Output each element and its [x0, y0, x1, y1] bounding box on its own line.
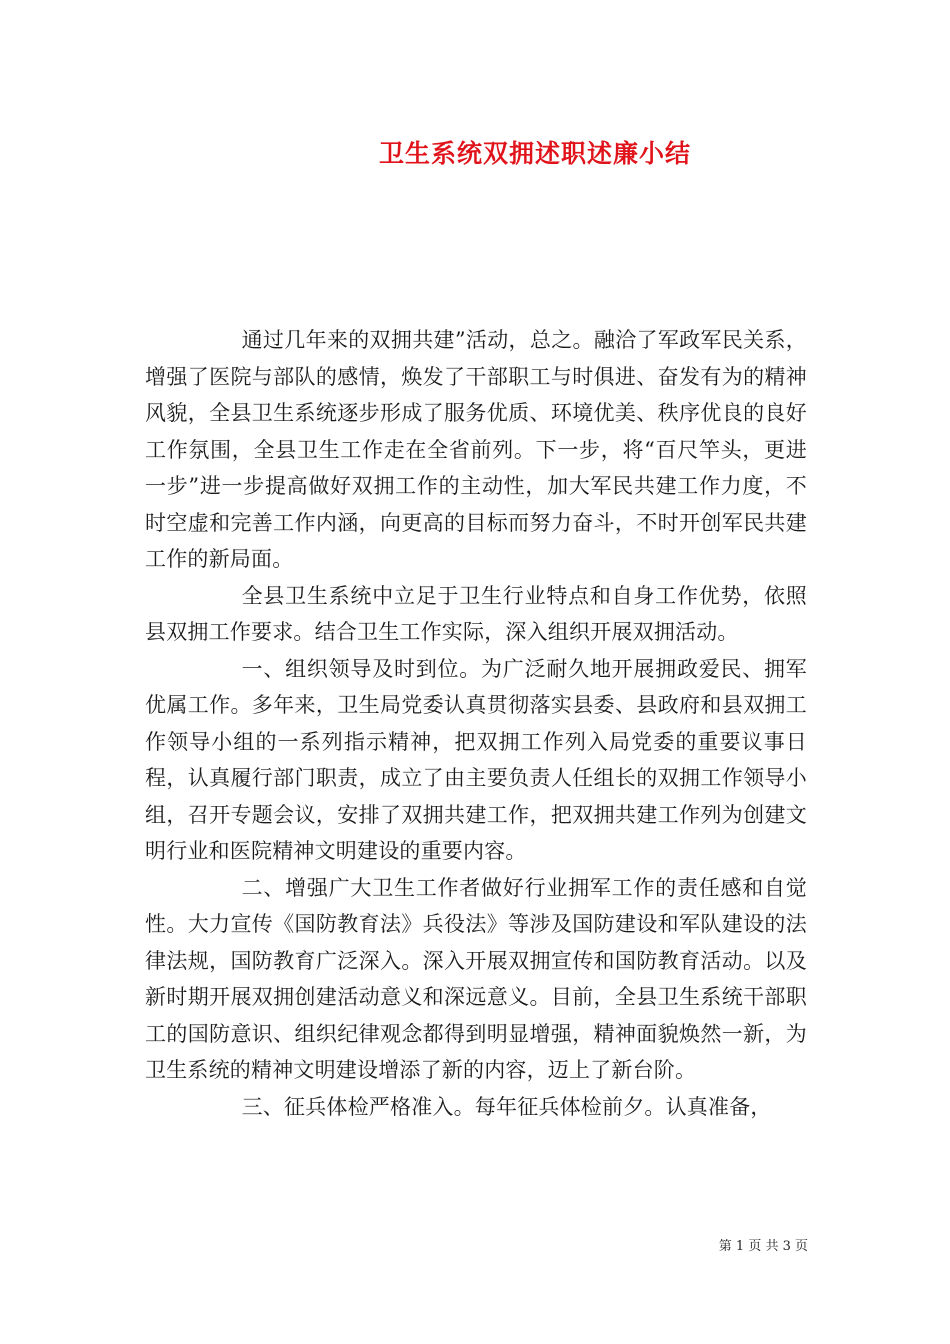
document-title: 卫生系统双拥述职述廉小结 — [378, 139, 691, 168]
paragraph: 二、增强广大卫生工作者做好行业拥军工作的责任感和自觉性。大力宣传《国防教育法》兵役法》等涉及国防建设和军队建设的法律法规，国防教育广泛深入。深入开展双拥宣传和国防教育活动。以及新时期开展双拥创建活动意义和深远意义。目前，全县卫生系统干部职工的国防意识、组织纪律观念都得到明显增强，精神面貌焕然一新，为卫生系统的精神文明建设增添了新的内容，迈上了新台阶。 — [145, 875, 807, 1082]
paragraph: 通过几年来的双拥共建”活动，总之。融洽了军政军民关系，增强了医院与部队的感情，焕发了干部职工与时俱进、奋发有为的精神风貌，全县卫生系统逐步形成了服务优质、环境优美、秩序优良的良好工作氛围，全县卫生工作走在全省前列。下一步，将“百尺竿头，更进一步”进一步提高做好双拥工作的主动性，加大军民共建工作力度，不时空虚和完善工作内涵，向更高的目标而努力奋斗，不时开创军民共建工作的新局面。 — [145, 328, 807, 571]
page-number-footer: 第 1 页 共 3 页 — [718, 1239, 808, 1254]
paragraph: 全县卫生系统中立足于卫生行业特点和自身工作优势，依照县双拥工作要求。结合卫生工作实际，深入组织开展双拥活动。 — [145, 583, 807, 644]
document-body — [145, 322, 807, 1125]
paragraph: 一、组织领导及时到位。为广泛耐久地开展拥政爱民、拥军优属工作。多年来，卫生局党委认真贯彻落实县委、县政府和县双拥工作领导小组的一系列指示精神，把双拥工作列入局党委的重要议事日程，认真履行部门职责，成立了由主要负责人任组长的双拥工作领导小组，召开专题会议，安排了双拥共建工作，把双拥共建工作列为创建文明行业和医院精神文明建设的重要内容。 — [145, 656, 807, 863]
paragraph: 三、征兵体检严格准入。每年征兵体检前夕。认真准备， — [241, 1094, 772, 1119]
